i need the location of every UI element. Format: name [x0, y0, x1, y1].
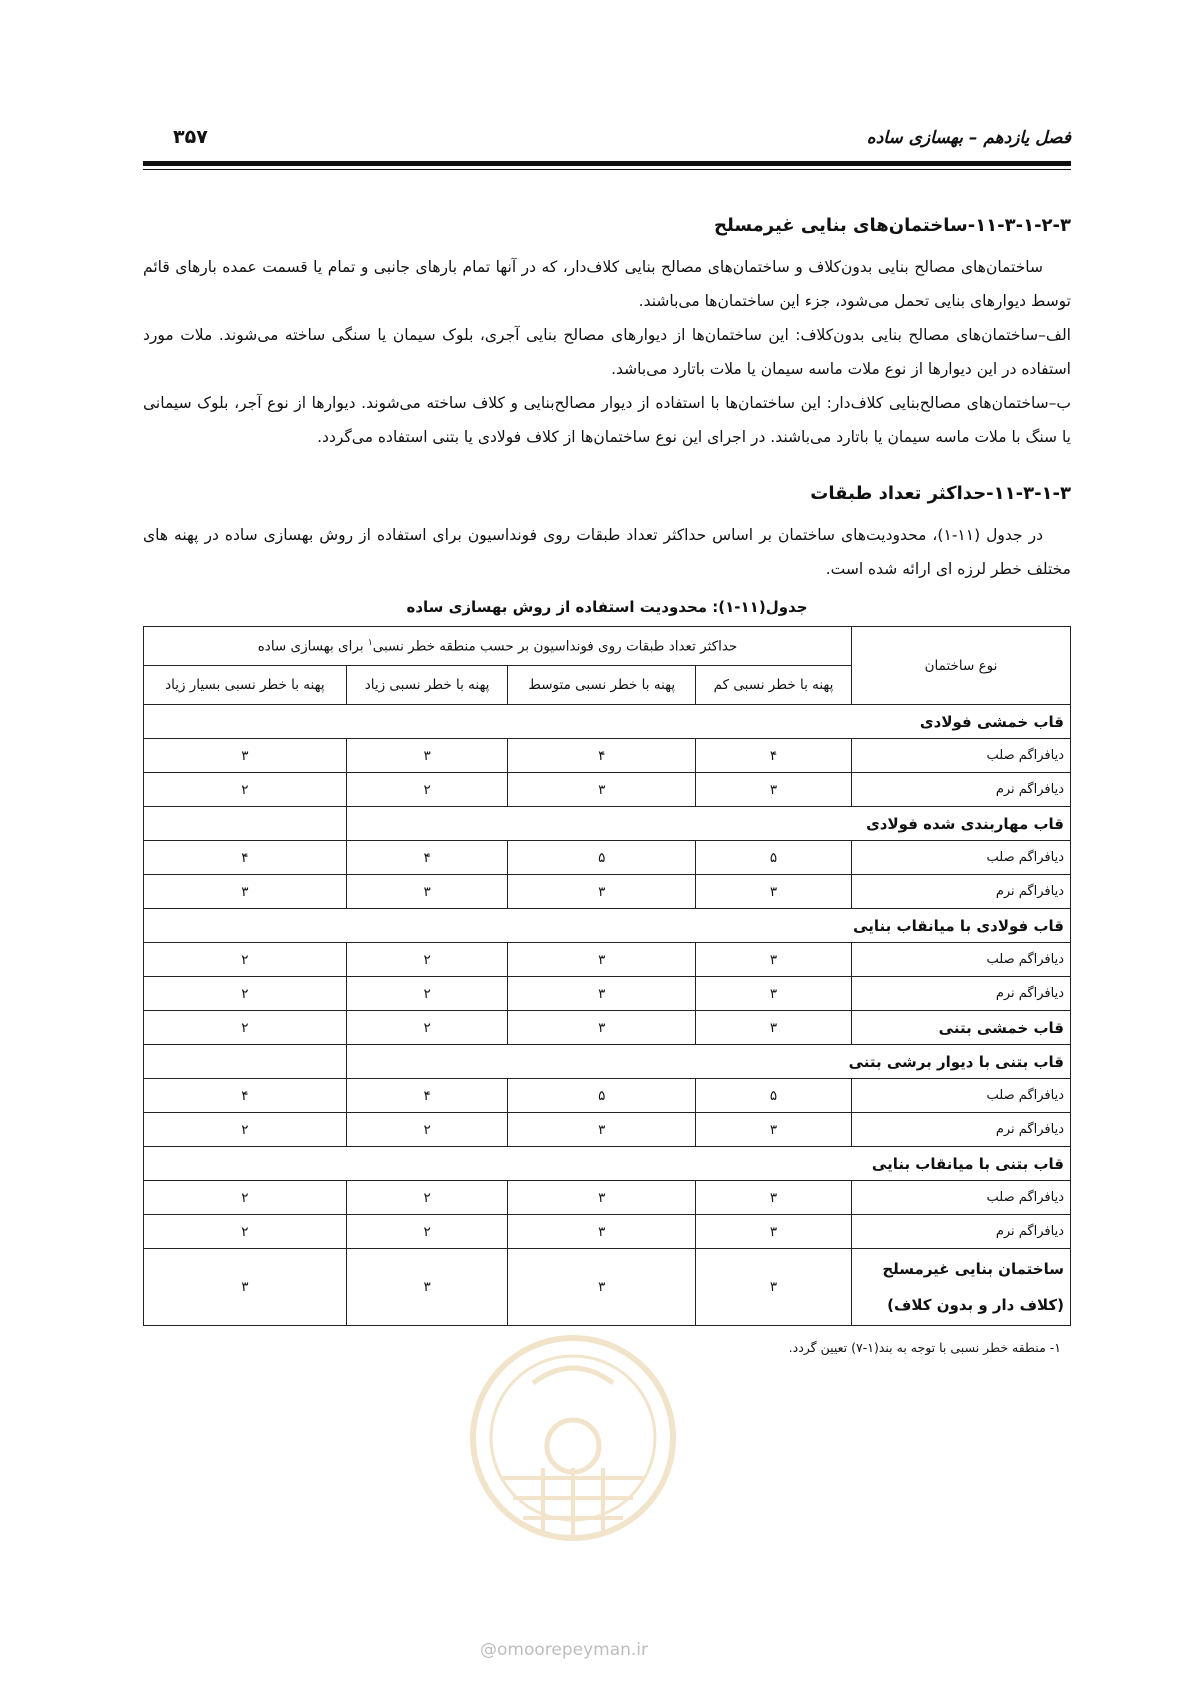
table-cell: ۲	[144, 1011, 347, 1045]
row-label: دیافراگم نرم	[852, 977, 1071, 1011]
table-cell: ۴	[696, 739, 852, 773]
table-cell: ۳	[696, 1011, 852, 1045]
table-cell: ۳	[696, 875, 852, 909]
chapter-title: فصل یازدهم – بهسازی ساده	[866, 128, 1071, 148]
table-cell: ۲	[144, 1113, 347, 1147]
row-group-label: قاب خمشی فولادی	[144, 705, 1071, 739]
table-cell: ۳	[508, 1011, 696, 1045]
table-cell: ۵	[508, 1079, 696, 1113]
table-cell: ۵	[696, 841, 852, 875]
empty-cell	[144, 807, 347, 841]
page-number: ۳۵۷	[173, 126, 208, 148]
table-body	[144, 705, 1071, 1326]
stories-limit-table	[143, 626, 1071, 1326]
table-cell: ۳	[696, 1113, 852, 1147]
table-cell: ۴	[144, 1079, 347, 1113]
row-label: دیافراگم نرم	[852, 1113, 1071, 1147]
max-stories-label: حداکثر تعداد طبقات روی فونداسیون بر حسب منطقه خطر نسبی	[372, 638, 738, 655]
row-group-label: قاب بتنی با دیوار برشی بتنی	[346, 1045, 1070, 1079]
table-cell: ۲	[144, 1181, 347, 1215]
table-row	[144, 1113, 1071, 1147]
table-row	[144, 909, 1071, 943]
row-label: دیافراگم صلب	[852, 739, 1071, 773]
row-label: دیافراگم نرم	[852, 875, 1071, 909]
column-header-zone-high: پهنه با خطر نسبی زیاد	[346, 666, 508, 705]
table-cell: ۳	[144, 739, 347, 773]
column-header-zone-low: پهنه با خطر نسبی کم	[696, 666, 852, 705]
page-header	[143, 118, 1071, 164]
paragraph: ب–ساختمان‌های مصالح‌بنایی کلاف‌دار: این ساختمان‌ها با استفاده از دیوار مصالح‌بنایی و کلاف ساخته می‌شوند. دیوارها از نوع آجر، بلوک سیمانی یا سنگ با ملات ماسه سیمان یا باتارد می‌باشند. در اجرای این نوع ساختمان‌ها از کلاف فولادی یا بتنی استفاده می‌گردد.	[143, 394, 1071, 446]
table-row	[144, 807, 1071, 841]
table-caption: جدول(۱۱-۱): محدودیت استفاده از روش بهسازی ساده	[406, 598, 808, 616]
row-label: دیافراگم صلب	[852, 1079, 1071, 1113]
table-cell: ۲	[346, 1011, 508, 1045]
table-cell: ۳	[144, 875, 347, 909]
table-row	[144, 943, 1071, 977]
table-cell: ۳	[696, 1249, 852, 1326]
row-label: دیافراگم نرم	[852, 1215, 1071, 1249]
row-label: دیافراگم صلب	[852, 841, 1071, 875]
table-cell: ۴	[508, 739, 696, 773]
row-group-label: قاب بتنی با میانقاب بنایی	[144, 1147, 1071, 1181]
table-cell: ۳	[508, 1215, 696, 1249]
table-cell: ۳	[508, 977, 696, 1011]
column-header-building-type: نوع ساختمان	[852, 627, 1071, 705]
table-cell: ۳	[508, 1181, 696, 1215]
table-cell: ۵	[696, 1079, 852, 1113]
row-label: دیافراگم صلب	[852, 1181, 1071, 1215]
row-label: دیافراگم صلب	[852, 943, 1071, 977]
table-cell: ۳	[696, 943, 852, 977]
watermark-url: @omoorepeyman.ir	[480, 1640, 649, 1660]
table-cell: ۲	[346, 773, 508, 807]
table-cell: ۴	[144, 841, 347, 875]
section-heading-max-stories: ۱۱-۳-۱-۳-حداکثر تعداد طبقات	[810, 483, 1071, 504]
table-cell: ۳	[508, 943, 696, 977]
table-cell: ۳	[696, 977, 852, 1011]
row-group-label: قاب خمشی بتنی	[852, 1011, 1071, 1045]
header-rule-thick	[143, 161, 1071, 166]
table-cell: ۳	[346, 875, 508, 909]
column-header-zone-very-high: پهنه با خطر نسبی بسیار زیاد	[144, 666, 347, 705]
table-row	[144, 773, 1071, 807]
table-cell: ۳	[508, 773, 696, 807]
table-cell: ۴	[346, 841, 508, 875]
column-header-zone-medium: پهنه با خطر نسبی متوسط	[508, 666, 696, 705]
table-row	[144, 841, 1071, 875]
table-cell: ۲	[346, 943, 508, 977]
row-group-label: قاب مهاربندی شده فولادی	[346, 807, 1070, 841]
table-row	[144, 705, 1071, 739]
row-group-label-line2: (کلاف دار و بدون کلاف)	[887, 1296, 1064, 1314]
table-cell: ۳	[346, 1249, 508, 1326]
publisher-seal-watermark	[463, 1328, 683, 1578]
table-row	[144, 1181, 1071, 1215]
table-cell: ۳	[696, 1181, 852, 1215]
row-group-label: قاب فولادی با میانقاب بنایی	[144, 909, 1071, 943]
header-rule-thin	[143, 169, 1071, 170]
table-cell: ۲	[346, 1181, 508, 1215]
table-cell: ۳	[346, 739, 508, 773]
table-cell: ۲	[144, 977, 347, 1011]
table-row	[144, 739, 1071, 773]
paragraph: ساختمان‌های مصالح بنایی بدون‌کلاف و ساختمان‌های مصالح بنایی کلاف‌دار، که در آنها تمام بارهای جانبی و تمام یا قسمت عمده بارهای قائم توسط دیوارهای بنایی تحمل می‌شود، جزء این ساختمان‌ها می‌باشند.	[143, 258, 1071, 310]
max-stories-suffix: برای بهسازی ساده	[257, 638, 364, 655]
footnote-text: منطقه خطر نسبی با توجه به بند(۱-۷) تعیین گردد.	[788, 1340, 1046, 1355]
row-group-label	[852, 1249, 1071, 1326]
table-cell: ۲	[144, 1215, 347, 1249]
table-row	[144, 1079, 1071, 1113]
column-header-max-stories	[144, 627, 852, 666]
section-heading-unreinforced-masonry: ۱۱-۳-۱-۲-۳-ساختمان‌های بنایی غیرمسلح	[714, 215, 1071, 236]
table-cell: ۲	[144, 773, 347, 807]
paragraph: الف–ساختمان‌های مصالح بنایی بدون‌کلاف: این ساختمان‌ها از دیوارهای مصالح بنایی آجری، بلوک سیمان یا سنگی ساخته می‌شوند. ملات مورد استفاده در این دیوارها از نوع ملات ماسه سیمان یا ملات باتارد می‌باشد.	[143, 326, 1071, 378]
table-cell: ۲	[144, 943, 347, 977]
table-cell: ۴	[346, 1079, 508, 1113]
row-label: دیافراگم نرم	[852, 773, 1071, 807]
table-row	[144, 1011, 1071, 1045]
footnote-marker: ۱-	[1049, 1340, 1061, 1355]
paragraph: در جدول (۱۱-۱)، محدودیت‌های ساختمان بر اساس حداکثر تعداد طبقات روی فونداسیون برای استفاده از روش بهسازی ساده در پهنه های مختلف خطر لرزه ای ارائه شده است.	[143, 526, 1071, 578]
table-row	[144, 1147, 1071, 1181]
table-row	[144, 1045, 1071, 1079]
table-row	[144, 875, 1071, 909]
table-row	[144, 977, 1071, 1011]
table-row	[144, 1249, 1071, 1326]
table-cell: ۲	[346, 977, 508, 1011]
table-cell: ۲	[346, 1113, 508, 1147]
table-cell: ۳	[144, 1249, 347, 1326]
table-cell: ۵	[508, 841, 696, 875]
row-group-label-line1: ساختمان بنایی غیرمسلح	[882, 1260, 1064, 1278]
table-cell: ۲	[346, 1215, 508, 1249]
empty-cell	[144, 1045, 347, 1079]
table-cell: ۳	[508, 1113, 696, 1147]
table-row	[144, 1215, 1071, 1249]
table-cell: ۳	[508, 1249, 696, 1326]
page-content	[143, 212, 1071, 1355]
table-cell: ۳	[508, 875, 696, 909]
footnote-ref: ۱	[367, 637, 373, 648]
table-cell: ۳	[696, 1215, 852, 1249]
table-cell: ۳	[696, 773, 852, 807]
